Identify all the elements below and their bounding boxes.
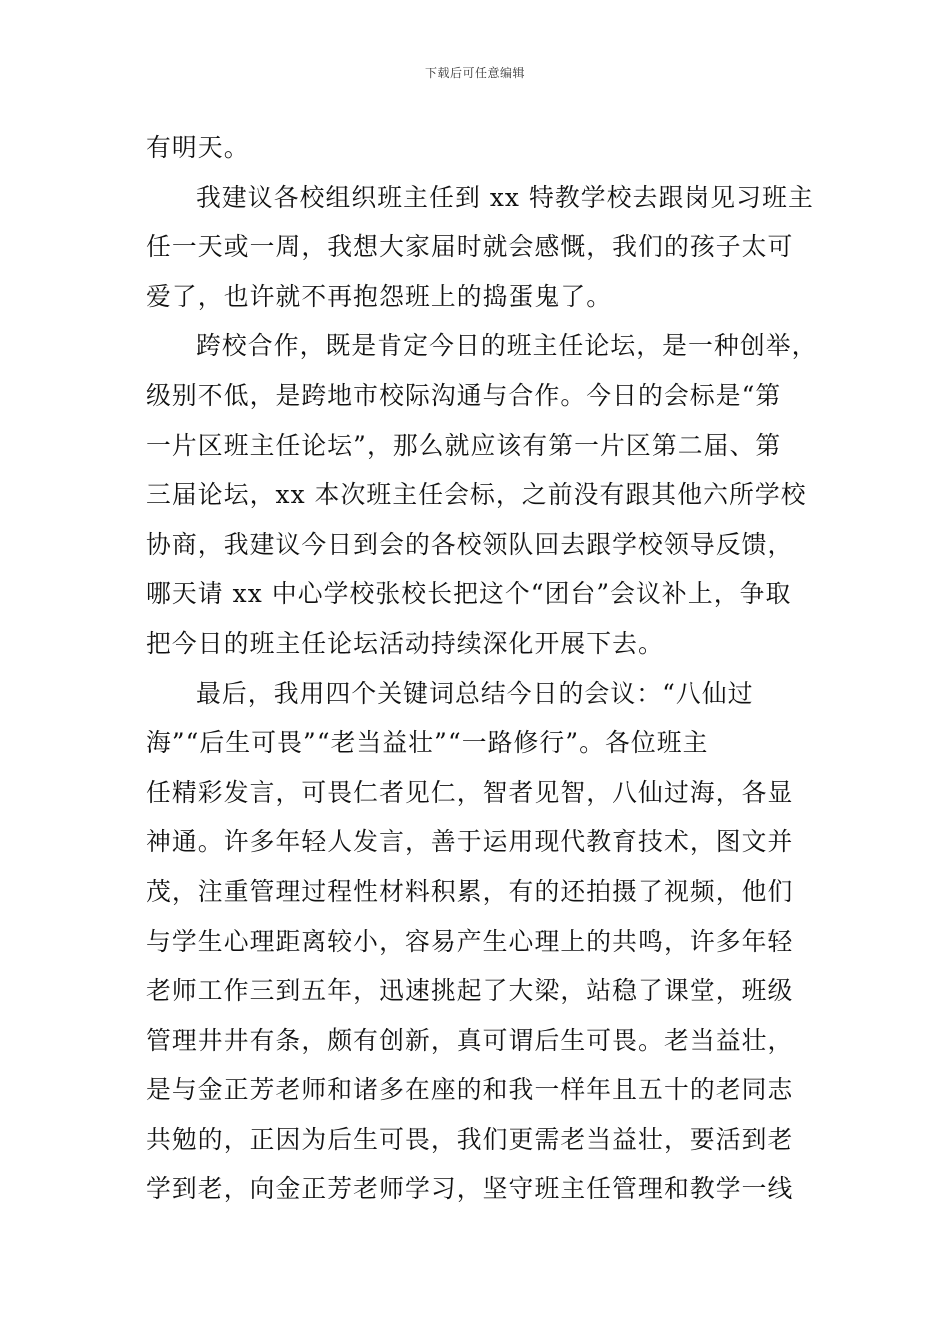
text-line: 哪天请 xx 中心学校张校长把这个“团台”会议补上，争取 [146,579,792,609]
text-line: 一片区班主任论坛”，那么就应该有第一片区第二届、第 [146,430,782,460]
text-line: 三届论坛，xx 本次班主任会标，之前没有跟其他六所学校 [146,480,807,510]
text-line: 与学生心理距离较小，容易产生心理上的共鸣，许多年轻 [146,926,794,956]
text-line: 茂，注重管理过程性材料积累，有的还拍摄了视频，他们 [146,876,794,906]
text-line: 有明天。 [146,133,250,162]
text-line: 协商，我建议今日到会的各校领队回去跟学校领导反馈， [146,529,794,559]
text-line: 神通。许多年轻人发言，善于运用现代教育技术，图文并 [146,827,794,857]
text-line: 管理井井有条，颇有创新，真可谓后生可畏。老当益壮， [146,1025,794,1055]
page-header: 下载后可任意编辑 [424,66,525,80]
text-line: 海”“后生可畏”“老当益壮”“一路修行”。各位班主 [146,728,709,758]
document-body [146,130,818,1221]
text-line: 学到老，向金正芳老师学习，坚守班主任管理和教学一线 [146,1174,794,1204]
text-line: 爱了，也许就不再抱怨班上的捣蛋鬼了。 [146,281,613,311]
text-line: 任精彩发言，可畏仁者见仁，智者见智，八仙过海，各显 [146,777,794,807]
text-line: 共勉的，正因为后生可畏，我们更需老当益壮，要活到老 [146,1124,794,1154]
text-line: 任一天或一周，我想大家届时就会感慨，我们的孩子太可 [146,232,794,262]
text-line: 级别不低，是跨地市校际沟通与合作。今日的会标是“第 [146,380,782,410]
text-line: 最后，我用四个关键词总结今日的会议：“八仙过 [196,678,754,708]
text-line: 我建议各校组织班主任到 xx 特教学校去跟岗见习班主 [196,182,814,212]
text-line: 是与金正芳老师和诸多在座的和我一样年且五十的老同志 [146,1075,794,1105]
text-line: 跨校合作，既是肯定今日的班主任论坛，是一种创举， [196,331,818,361]
text-line: 把今日的班主任论坛活动持续深化开展下去。 [146,628,664,658]
text-line: 老师工作三到五年，迅速挑起了大梁，站稳了课堂，班级 [146,976,794,1006]
